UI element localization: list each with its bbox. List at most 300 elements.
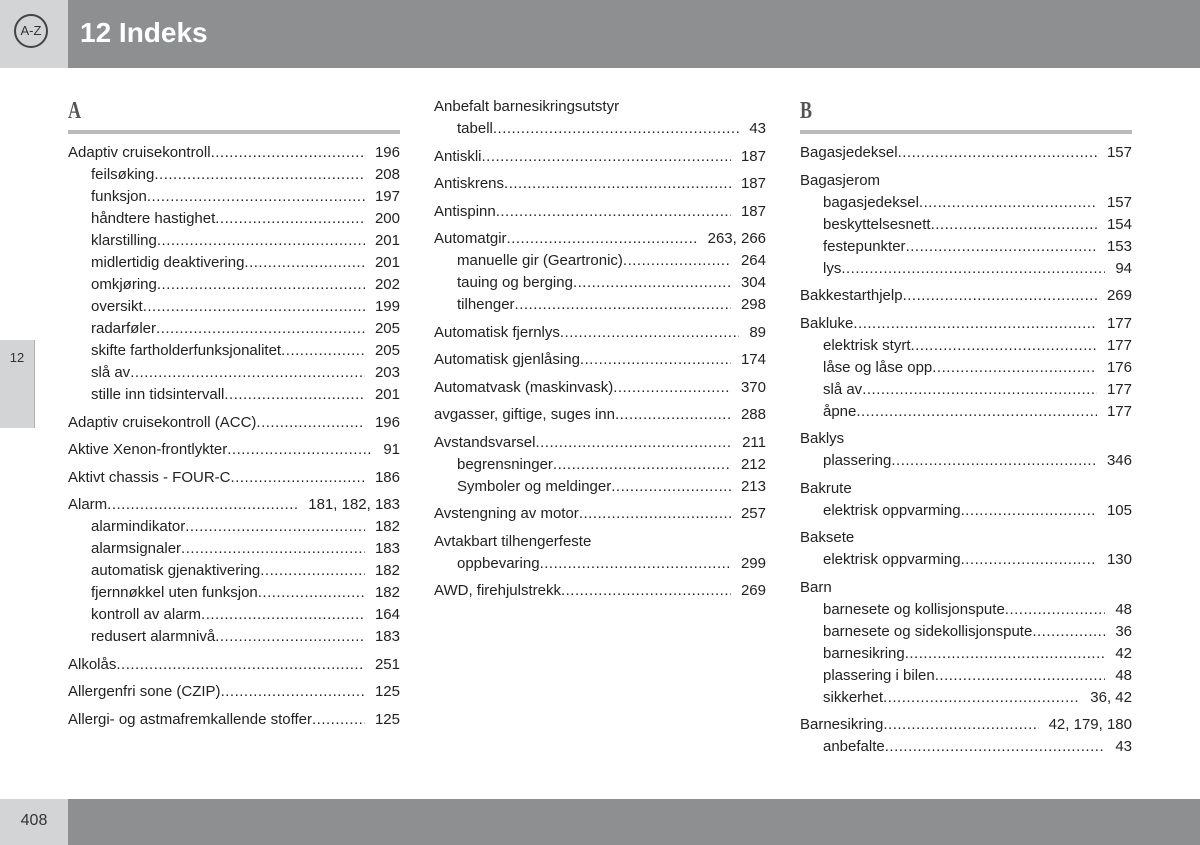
index-entry-row[interactable] — [68, 467, 400, 489]
page-reference: 201 — [374, 254, 400, 271]
page-reference: 211 — [742, 433, 766, 451]
dot-leader — [841, 258, 1105, 280]
entry-label: alarmindikator — [91, 518, 186, 535]
index-entry — [800, 428, 1132, 472]
dot-leader — [911, 335, 1097, 357]
entry-label: Anbefalt barnesikringsutstyr — [434, 98, 620, 115]
index-entry-row[interactable] — [68, 142, 400, 164]
index-entry — [434, 377, 766, 399]
index-entry-row[interactable] — [800, 577, 1132, 599]
entry-label: Aktive Xenon-frontlykter — [68, 441, 228, 458]
entry-label: tabell — [457, 120, 493, 137]
entry-label: lys — [823, 259, 842, 277]
page-reference: 181, 182, 183 — [308, 496, 400, 513]
entry-label: automatisk gjenaktivering — [91, 562, 261, 579]
index-entry-row[interactable] — [434, 404, 766, 426]
index-entry-row[interactable] — [68, 654, 400, 676]
page-reference: 177 — [1106, 402, 1132, 420]
dot-leader — [553, 454, 731, 476]
index-subentry-row[interactable] — [68, 384, 400, 406]
page-reference: 203 — [374, 364, 400, 381]
dot-leader — [561, 580, 731, 602]
entry-label: oversikt — [91, 298, 143, 315]
page-reference: 251 — [374, 655, 400, 673]
dot-leader — [493, 118, 739, 140]
dot-leader — [613, 377, 731, 399]
entry-label: åpne — [823, 402, 857, 420]
page-reference: 288 — [740, 406, 766, 423]
index-entry-row[interactable] — [434, 228, 766, 250]
page-reference: 201 — [374, 386, 400, 403]
page-reference: 130 — [1106, 551, 1132, 568]
page-reference: 187 — [740, 175, 766, 192]
page-reference: 186 — [374, 468, 400, 486]
dot-leader — [885, 736, 1106, 758]
index-entry — [800, 170, 1132, 280]
index-subentry-row[interactable] — [800, 549, 1132, 571]
page-reference: 42, 179, 180 — [1048, 716, 1132, 733]
index-entry — [800, 142, 1132, 164]
page-reference: 264 — [740, 252, 766, 269]
section-divider — [800, 130, 1132, 134]
dot-leader — [903, 285, 1097, 307]
page-reference: 200 — [374, 210, 400, 227]
entry-label: Automatvask (maskinvask) — [434, 378, 614, 396]
dot-leader — [244, 252, 365, 274]
index-entry-row[interactable] — [800, 527, 1132, 549]
section-divider — [68, 130, 400, 134]
index-subentry-row[interactable] — [68, 274, 400, 296]
dot-leader — [615, 404, 731, 426]
dot-leader — [507, 228, 698, 250]
page-number-box — [0, 799, 68, 845]
dot-leader — [932, 357, 1097, 379]
page-reference: 157 — [1106, 193, 1132, 211]
entry-label: Antiskli — [434, 147, 482, 165]
index-subentry-row[interactable] — [68, 318, 400, 340]
entry-label: Bagasjerom — [800, 171, 881, 189]
page-reference: 105 — [1106, 501, 1132, 519]
dot-leader — [231, 467, 365, 489]
dot-leader — [611, 476, 731, 498]
index-subentry-row[interactable] — [68, 604, 400, 626]
index-subentry-row[interactable] — [800, 599, 1132, 621]
chapter-tab[interactable] — [0, 340, 35, 428]
dot-leader — [256, 412, 365, 434]
chapter-tab-label: 12 — [9, 350, 25, 365]
index-entry-row[interactable] — [800, 428, 1132, 450]
entry-label: manuelle gir (Geartronic) — [457, 252, 623, 269]
page-reference: 257 — [740, 505, 766, 522]
section-letter: B — [800, 98, 813, 124]
entry-label: Avstengning av motor — [434, 505, 579, 522]
index-entry-row[interactable] — [434, 201, 766, 223]
entry-label: plassering — [823, 452, 892, 469]
index-entry — [68, 142, 400, 406]
page-reference: 346 — [1106, 452, 1132, 469]
index-entry — [434, 146, 766, 168]
page-reference: 125 — [374, 710, 400, 728]
entry-label: Adaptiv cruisekontroll — [68, 144, 211, 161]
page-reference: 157 — [1106, 144, 1132, 161]
index-entry — [434, 349, 766, 371]
entry-label: skifte fartholderfunksjonalitet — [91, 342, 282, 359]
entry-label: plassering i bilen — [823, 666, 935, 684]
index-subentry-row[interactable] — [434, 454, 766, 476]
entry-label: AWD, firehjulstrekk — [434, 582, 561, 599]
index-entry-row[interactable] — [68, 439, 400, 461]
entry-label: radarføler — [91, 320, 157, 337]
entry-label: midlertidig deaktivering — [91, 254, 245, 271]
entry-label: Baksete — [800, 529, 855, 546]
index-subentry-row[interactable] — [68, 296, 400, 318]
page-header — [0, 0, 1200, 68]
index-subentry-row[interactable] — [68, 516, 400, 538]
dot-leader — [906, 236, 1097, 258]
dot-leader — [905, 643, 1106, 665]
page-reference: 94 — [1115, 259, 1132, 277]
entry-label: funksjon — [91, 188, 147, 205]
index-subentry-row[interactable] — [434, 294, 766, 316]
dot-leader — [181, 538, 365, 560]
index-entry-row[interactable] — [434, 146, 766, 168]
page-reference: 125 — [374, 683, 400, 700]
page-footer — [0, 799, 1200, 845]
page-number: 408 — [20, 812, 48, 829]
page-reference: 202 — [374, 276, 400, 293]
dot-leader — [281, 340, 365, 362]
index-entry-row[interactable] — [800, 170, 1132, 192]
entry-label: Automatgir — [434, 230, 507, 247]
dot-leader — [898, 142, 1097, 164]
dot-leader — [482, 146, 731, 168]
index-entry-row[interactable] — [800, 142, 1132, 164]
index-entry-row[interactable] — [434, 377, 766, 399]
index-subentry-row[interactable] — [800, 379, 1132, 401]
index-column-1 — [68, 96, 400, 736]
entry-label: Automatisk gjenlåsing — [434, 351, 580, 368]
index-subentry-row[interactable] — [800, 214, 1132, 236]
entry-label: Antiskrens — [434, 175, 505, 192]
entry-label: feilsøking — [91, 166, 155, 183]
index-entry — [68, 681, 400, 703]
index-entry — [800, 714, 1132, 758]
entry-label: elektrisk styrt — [823, 336, 911, 354]
entry-label: tilhenger — [457, 296, 515, 313]
index-entry — [434, 580, 766, 602]
index-subentry-row[interactable] — [434, 553, 766, 575]
dot-leader — [258, 582, 365, 604]
index-entry — [800, 285, 1132, 307]
index-entry — [434, 404, 766, 426]
dot-leader — [496, 201, 731, 223]
index-entry — [434, 531, 766, 575]
entry-label: Adaptiv cruisekontroll (ACC) — [68, 413, 257, 431]
dot-leader — [560, 322, 739, 344]
page-title: 12 Indeks — [80, 17, 208, 48]
page-reference: 196 — [374, 413, 400, 431]
dot-leader — [1005, 599, 1106, 621]
dot-leader — [157, 230, 365, 252]
dot-leader — [856, 401, 1097, 423]
dot-leader — [535, 432, 732, 454]
page-reference: 205 — [374, 320, 400, 337]
section-letter: A — [68, 98, 82, 124]
dot-leader — [931, 214, 1097, 236]
dot-leader — [227, 439, 373, 461]
entry-label: barnesete og kollisjonspute — [823, 600, 1005, 618]
entry-label: omkjøring — [91, 276, 157, 293]
entry-label: stille inn tidsintervall — [91, 386, 225, 403]
entry-label: Alarm — [68, 496, 108, 513]
entry-label: festepunkter — [823, 237, 906, 255]
index-entry-row[interactable] — [68, 412, 400, 434]
index-subentry-row[interactable] — [800, 258, 1132, 280]
entry-label: anbefalte — [823, 738, 885, 755]
index-entry — [434, 201, 766, 223]
entry-label: håndtere hastighet — [91, 210, 216, 227]
index-entry-row[interactable] — [68, 494, 400, 516]
dot-leader — [107, 494, 298, 516]
index-subentry-row[interactable] — [800, 500, 1132, 522]
index-subentry-row[interactable] — [68, 538, 400, 560]
page-reference: 36, 42 — [1090, 688, 1132, 706]
index-entry — [68, 654, 400, 676]
entry-label: Avtakbart tilhengerfeste — [434, 532, 592, 550]
index-subentry-row[interactable] — [68, 252, 400, 274]
page-reference: 269 — [1106, 287, 1132, 304]
entry-label: Barnesikring — [800, 716, 884, 733]
index-entry — [434, 322, 766, 344]
index-subentry-row[interactable] — [800, 236, 1132, 258]
entry-label: elektrisk oppvarming — [823, 501, 961, 519]
page-reference: 299 — [740, 554, 766, 572]
entry-label: Allergenfri sone (CZIP) — [68, 683, 221, 700]
dot-leader — [540, 553, 731, 575]
index-entry-row[interactable] — [434, 531, 766, 553]
index-subentry-row[interactable] — [800, 621, 1132, 643]
entry-label: Symboler og meldinger — [457, 477, 612, 495]
dot-leader — [201, 604, 365, 626]
index-subentry-row[interactable] — [800, 357, 1132, 379]
entry-label: elektrisk oppvarming — [823, 551, 961, 568]
dot-leader — [919, 192, 1097, 214]
page-reference: 187 — [740, 147, 766, 165]
dot-leader — [312, 709, 365, 731]
page-reference: 201 — [374, 232, 400, 249]
dot-leader — [215, 626, 365, 648]
index-entry — [68, 412, 400, 434]
entry-label: tauing og berging — [457, 274, 573, 291]
dot-leader — [883, 687, 1080, 709]
entry-label: Alkolås — [68, 655, 117, 673]
entry-label: slå av — [823, 380, 863, 398]
index-entry-row[interactable] — [800, 714, 1132, 736]
page-reference: 43 — [1115, 738, 1132, 755]
dot-leader — [504, 173, 731, 195]
entry-label: Bagasjedeksel — [800, 144, 898, 161]
index-entry — [434, 503, 766, 525]
page-reference: 304 — [740, 274, 766, 291]
entry-label: fjernnøkkel uten funksjon — [91, 584, 258, 601]
index-subentry-row[interactable] — [68, 164, 400, 186]
entry-label: Barn — [800, 578, 832, 596]
dot-leader — [143, 296, 365, 318]
index-subentry-row[interactable] — [800, 401, 1132, 423]
entry-label: klarstilling — [91, 232, 157, 249]
dot-leader — [623, 250, 731, 272]
entry-label: Aktivt chassis - FOUR-C — [68, 468, 231, 486]
index-entry-row[interactable] — [800, 478, 1132, 500]
index-entry — [434, 173, 766, 195]
entry-label: beskyttelsesnett — [823, 215, 931, 233]
index-entry — [68, 439, 400, 461]
entry-label: begrensninger — [457, 455, 553, 473]
dot-leader — [1032, 621, 1105, 643]
dot-leader — [580, 349, 731, 371]
index-subentry-row[interactable] — [68, 186, 400, 208]
index-entry — [434, 432, 766, 498]
index-entry — [434, 228, 766, 316]
index-subentry-row[interactable] — [800, 335, 1132, 357]
index-entry — [68, 467, 400, 489]
dot-leader — [215, 208, 365, 230]
entry-label: slå av — [91, 364, 131, 381]
index-subentry-row[interactable] — [434, 250, 766, 272]
page-reference: 263, 266 — [707, 230, 766, 247]
index-subentry-row[interactable] — [800, 687, 1132, 709]
index-subentry-row[interactable] — [434, 272, 766, 294]
index-subentry-row[interactable] — [68, 340, 400, 362]
index-entry — [800, 313, 1132, 423]
index-subentry-row[interactable] — [68, 208, 400, 230]
page-reference: 196 — [374, 144, 400, 161]
entry-label: låse og låse opp — [823, 358, 933, 376]
page-reference: 176 — [1106, 358, 1132, 376]
entry-label: oppbevaring — [457, 554, 540, 572]
index-entry-row[interactable] — [434, 432, 766, 454]
entry-label: kontroll av alarm — [91, 606, 202, 623]
page-reference: 187 — [740, 202, 766, 220]
page-reference: 212 — [740, 455, 766, 473]
index-entry-row[interactable] — [434, 96, 766, 118]
index-subentry-row[interactable] — [800, 643, 1132, 665]
entry-label: Avstandsvarsel — [434, 433, 536, 451]
page-reference: 91 — [383, 441, 400, 458]
dot-leader — [260, 560, 365, 582]
page-reference: 182 — [374, 562, 400, 579]
a-z-icon: A-Z — [14, 14, 48, 48]
index-subentry-row[interactable] — [68, 582, 400, 604]
entry-label: sikkerhet — [823, 688, 884, 706]
page-reference: 48 — [1115, 600, 1132, 618]
index-subentry-row[interactable] — [800, 450, 1132, 472]
index-entry-row[interactable] — [800, 285, 1132, 307]
page-reference: 177 — [1106, 336, 1132, 354]
entry-label: Bakluke — [800, 314, 854, 332]
index-entry — [68, 709, 400, 731]
page-reference: 199 — [374, 298, 400, 315]
dot-leader — [221, 681, 365, 703]
entry-label: Antispinn — [434, 202, 496, 220]
index-entry — [800, 478, 1132, 522]
index-subentry-row[interactable] — [434, 476, 766, 498]
page-reference: 174 — [740, 351, 766, 368]
index-entry-row[interactable] — [434, 503, 766, 525]
dot-leader — [116, 654, 365, 676]
index-entry-row[interactable] — [434, 173, 766, 195]
entry-label: Allergi- og astmafremkallende stoffer — [68, 710, 312, 728]
page-reference: 43 — [749, 120, 766, 137]
dot-leader — [883, 714, 1038, 736]
dot-leader — [579, 503, 731, 525]
dot-leader — [154, 164, 365, 186]
page-reference: 177 — [1106, 380, 1132, 398]
entry-label: redusert alarmnivå — [91, 628, 216, 645]
page-reference: 154 — [1106, 215, 1132, 233]
index-entry — [434, 96, 766, 140]
index-entry-row[interactable] — [68, 681, 400, 703]
page-reference: 205 — [374, 342, 400, 359]
page-reference: 183 — [374, 628, 400, 645]
index-subentry-row[interactable] — [800, 736, 1132, 758]
index-subentry-row[interactable] — [800, 665, 1132, 687]
page-reference: 48 — [1115, 666, 1132, 684]
index-column-3 — [800, 96, 1132, 764]
page-reference: 153 — [1106, 237, 1132, 255]
page-reference: 182 — [374, 518, 400, 535]
dot-leader — [961, 500, 1097, 522]
dot-leader — [515, 294, 731, 316]
dot-leader — [961, 549, 1097, 571]
entry-label: alarmsignaler — [91, 540, 182, 557]
index-subentry-row[interactable] — [800, 192, 1132, 214]
dot-leader — [853, 313, 1097, 335]
dot-leader — [147, 186, 365, 208]
dot-leader — [935, 665, 1106, 687]
dot-leader — [185, 516, 365, 538]
page-reference: 177 — [1106, 314, 1132, 332]
index-column-2 — [434, 96, 766, 608]
index-subentry-row[interactable] — [68, 560, 400, 582]
entry-label: barnesikring — [823, 644, 905, 662]
page-reference: 89 — [749, 323, 766, 341]
index-entry-row[interactable] — [434, 580, 766, 602]
dot-leader — [156, 318, 365, 340]
index-subentry-row[interactable] — [434, 118, 766, 140]
page-reference: 269 — [740, 582, 766, 599]
index-subentry-row[interactable] — [68, 626, 400, 648]
dot-leader — [130, 362, 365, 384]
page-reference: 42 — [1115, 644, 1132, 662]
index-entry — [800, 527, 1132, 571]
index-entry-row[interactable] — [68, 709, 400, 731]
index-entry-row[interactable] — [434, 349, 766, 371]
page-reference: 208 — [374, 166, 400, 183]
index-entry-row[interactable] — [434, 322, 766, 344]
index-subentry-row[interactable] — [68, 362, 400, 384]
entry-label: Automatisk fjernlys — [434, 323, 560, 341]
index-entry — [800, 577, 1132, 709]
dot-leader — [211, 142, 365, 164]
page-reference: 36 — [1115, 622, 1132, 640]
index-icon-box — [0, 0, 68, 68]
index-entry-row[interactable] — [800, 313, 1132, 335]
entry-label: Bakkestarthjelp — [800, 287, 903, 304]
entry-label: bagasjedeksel — [823, 193, 919, 211]
dot-leader — [224, 384, 365, 406]
index-subentry-row[interactable] — [68, 230, 400, 252]
